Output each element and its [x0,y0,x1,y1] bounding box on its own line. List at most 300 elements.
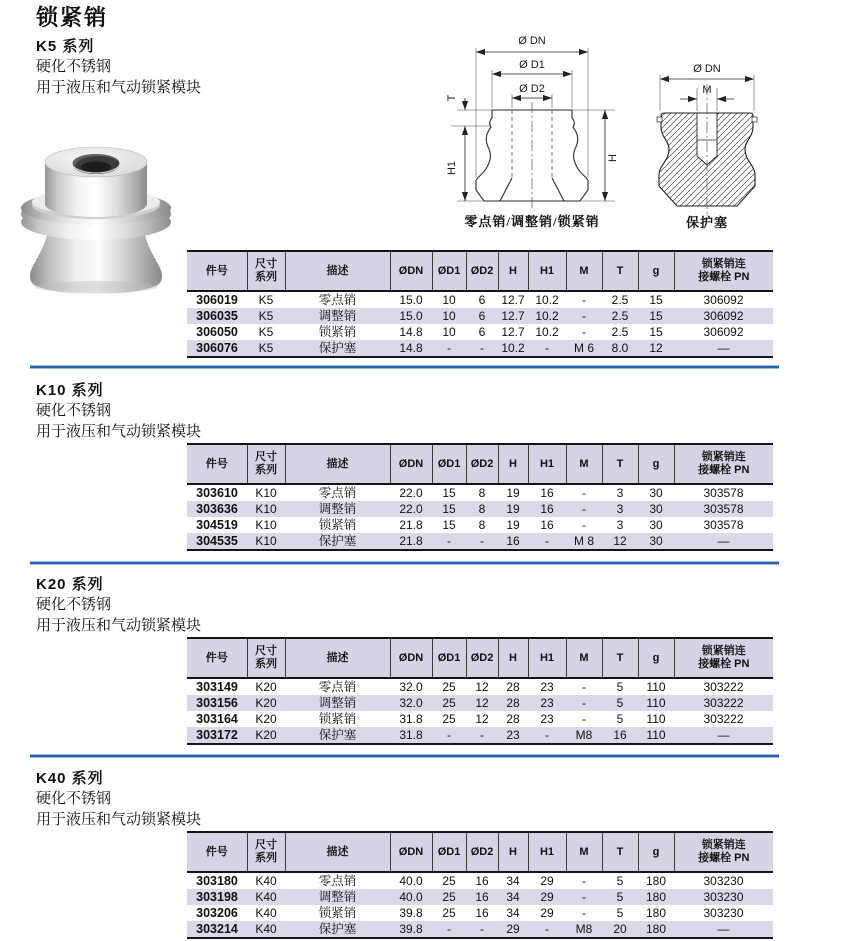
value-cell: 25 [442,874,456,888]
value-cell: 31.8 [399,728,423,742]
part-number-cell: 303156 [196,696,238,710]
section-divider [30,366,779,368]
column-header: g [638,444,674,484]
value-cell: 5 [616,874,624,888]
part-number-cell: 306035 [196,309,238,323]
column-header: H1 [528,251,566,291]
value-cell: 3 [616,518,624,532]
table-row [187,517,773,533]
application-line: 用于液压和气动锁紧模块 [36,812,202,828]
value-cell: 29 [540,874,554,888]
column-header: 锁紧销连 接螺栓 PN [674,832,773,872]
column-header: M [566,638,602,678]
value-cell: - [447,728,451,742]
part-number-cell: 303164 [196,712,238,726]
value-cell: K20 [255,696,277,710]
value-cell: 32.0 [399,696,423,710]
application-line: 用于液压和气动锁紧模块 [36,618,202,634]
value-cell: - [582,680,586,694]
description-cell: 调整销 [318,502,357,516]
value-cell: 180 [645,874,667,888]
value-cell: 12.7 [501,293,525,307]
value-cell: 10 [442,309,456,323]
part-number-cell: 303636 [196,502,238,516]
column-header: H1 [528,638,566,678]
value-cell: - [545,341,549,355]
value-cell: 16 [540,502,554,516]
value-cell: 3 [616,486,624,500]
column-header: 尺寸 系列 [247,832,285,872]
value-cell: 180 [645,922,667,936]
description-cell: 零点销 [318,293,357,307]
value-cell: 22.0 [399,486,423,500]
value-cell: 15.0 [399,293,423,307]
material-line: 硬化不锈钢 [36,403,112,419]
value-cell: K10 [255,534,277,548]
dim-label-d2: Ø D2 [519,83,545,95]
value-cell: 306092 [703,293,744,307]
part-number-cell: 304535 [196,534,238,548]
value-cell: 25 [442,890,456,904]
description-cell: 调整销 [318,696,357,710]
value-cell: 2.5 [611,309,629,323]
value-cell: 16 [540,518,554,532]
description-cell: 调整销 [318,309,357,323]
value-cell: 110 [646,680,666,694]
value-cell: - [480,534,484,548]
value-cell: 16 [613,728,627,742]
value-cell: 12 [475,696,489,710]
product-photo [8,110,188,298]
value-cell: 15 [649,309,663,323]
column-header: T [602,444,638,484]
description-cell: 调整销 [318,890,357,904]
column-header: ØDN [390,832,432,872]
part-number-cell: 303610 [196,486,238,500]
value-cell: 15 [649,293,663,307]
value-cell: 15.0 [399,309,423,323]
k10-spec-table [187,443,773,551]
value-cell: 12.7 [501,325,525,339]
description-cell: 锁紧销 [318,906,357,920]
page-title: 锁紧销 [36,5,109,30]
column-header: M [566,832,602,872]
value-cell: 39.8 [399,922,423,936]
value-cell: - [582,518,586,532]
value-cell: 14.8 [399,341,423,355]
value-cell: M 6 [573,341,594,355]
value-cell: 10.2 [501,341,525,355]
value-cell: 12 [649,341,663,355]
part-number-cell: 303206 [196,906,238,920]
value-cell: 10.2 [535,293,559,307]
value-cell: 8 [478,518,486,532]
column-header: 尺寸 系列 [247,251,285,291]
value-cell: 39.8 [399,906,423,920]
value-cell: 29 [506,922,520,936]
value-cell: 30 [649,518,663,532]
header-row [187,638,773,678]
application-line: 用于液压和气动锁紧模块 [36,424,202,440]
part-number-cell: 303149 [196,680,238,694]
table-row [187,533,773,550]
pin-dimension-drawing [445,28,645,238]
value-cell: K20 [255,712,277,726]
material-line: 硬化不锈钢 [36,791,112,807]
pin-caption: 零点销/调整销/锁紧销 [464,214,600,229]
value-cell: M8 [575,728,593,742]
value-cell: - [582,696,586,710]
dim-label-d1: Ø D1 [519,59,545,71]
value-cell: 16 [475,874,489,888]
value-cell: 6 [478,325,486,339]
value-cell: 5 [616,680,624,694]
column-header: 尺寸 系列 [247,444,285,484]
column-header: ØDN [390,444,432,484]
column-header: ØD1 [432,251,466,291]
value-cell: 20 [613,922,627,936]
page-header [36,5,201,99]
k20-spec-table [187,637,773,745]
value-cell: 23 [540,712,554,726]
dim-label-dn: Ø DN [518,35,546,47]
column-header: g [638,832,674,872]
column-header: 件号 [187,251,247,291]
material-line: 硬化不锈钢 [36,597,112,613]
value-cell: K5 [258,341,274,355]
value-cell: - [545,728,549,742]
value-cell: 21.8 [399,518,423,532]
value-cell: 16 [475,906,489,920]
table-row [187,484,773,501]
part-number-cell: 304519 [196,518,238,532]
value-cell: 22.0 [399,502,423,516]
value-cell: 10 [442,293,456,307]
value-cell: - [545,534,549,548]
column-header: M [566,251,602,291]
column-header: ØD1 [432,832,466,872]
value-cell: 180 [645,906,667,920]
description-cell: 保护塞 [318,534,357,548]
column-header: H [498,832,528,872]
value-cell: 30 [649,486,663,500]
series-title-k5: K5 系列 [36,38,95,55]
value-cell: 303578 [703,486,744,500]
part-number-cell: 306050 [196,325,238,339]
table-row [187,308,773,324]
table-row [187,711,773,727]
description-cell: 锁紧销 [318,712,357,726]
value-cell: 180 [645,890,667,904]
series-title-k40: K40 系列 [36,770,104,787]
table-row [187,340,773,357]
section-divider [30,562,779,564]
dim-label-m: M [702,84,712,96]
description-cell: 锁紧销 [318,325,357,339]
value-cell: K10 [255,486,277,500]
plug-dimension-drawing [648,28,783,238]
value-cell: 6 [478,293,486,307]
column-header: g [638,251,674,291]
value-cell: 32.0 [399,680,423,694]
table-row [187,678,773,695]
value-cell: 19 [506,518,520,532]
value-cell: 28 [506,696,520,710]
value-cell: 303230 [703,890,744,904]
column-header: ØD2 [466,638,498,678]
value-cell: 25 [442,680,456,694]
material-line: 硬化不锈钢 [36,59,112,75]
value-cell: — [717,922,730,936]
section-divider [30,755,779,757]
part-number-cell: 303214 [196,922,238,936]
value-cell: 110 [646,712,666,726]
description-cell: 零点销 [318,486,357,500]
value-cell: - [582,874,586,888]
description-cell: 保护塞 [318,341,357,355]
part-number-cell: 303172 [196,728,238,742]
value-cell: 110 [646,728,666,742]
value-cell: 16 [475,890,489,904]
value-cell: 306092 [703,325,744,339]
value-cell: - [480,728,484,742]
value-cell: 303578 [703,518,744,532]
column-header: 锁紧销连 接螺栓 PN [674,251,773,291]
table-row [187,501,773,517]
value-cell: - [447,341,451,355]
value-cell: M8 [575,922,593,936]
column-header: ØD2 [466,444,498,484]
value-cell: 303222 [703,696,744,710]
application-line: 用于液压和气动锁紧模块 [36,80,202,96]
value-cell: 110 [646,696,666,710]
value-cell: 5 [616,906,624,920]
value-cell: 12 [475,712,489,726]
value-cell: K10 [255,502,277,516]
column-header: 锁紧销连 接螺栓 PN [674,444,773,484]
value-cell: - [447,922,451,936]
value-cell: - [582,502,586,516]
column-header: T [602,638,638,678]
oring-left [657,117,662,122]
value-cell: - [582,293,586,307]
value-cell: 30 [649,502,663,516]
value-cell: 25 [442,712,456,726]
value-cell: 303230 [703,906,744,920]
column-header: H [498,251,528,291]
value-cell: 23 [506,728,520,742]
value-cell: 303578 [703,502,744,516]
value-cell: 23 [540,696,554,710]
value-cell: 14.8 [399,325,423,339]
value-cell: — [717,341,730,355]
k40-table-container [187,831,773,939]
value-cell: 10.2 [535,325,559,339]
column-header: 件号 [187,444,247,484]
value-cell: K40 [255,874,277,888]
value-cell: K40 [255,890,277,904]
value-cell: K20 [255,680,277,694]
value-cell: 5 [616,696,624,710]
dim-label-h: H [607,154,619,162]
value-cell: 5 [616,712,624,726]
value-cell: K5 [258,293,274,307]
column-header: 描述 [285,638,390,678]
value-cell: 30 [649,534,663,548]
table-row [187,889,773,905]
column-header: ØD1 [432,444,466,484]
value-cell: 34 [506,874,520,888]
oring-right [752,117,757,122]
value-cell: 15 [442,518,456,532]
value-cell: 8 [478,486,486,500]
series-title-k20: K20 系列 [36,576,104,593]
plug-thread-hole [697,113,717,165]
value-cell: 15 [442,486,456,500]
value-cell: K20 [255,728,277,742]
value-cell: 3 [616,502,624,516]
column-header: 描述 [285,832,390,872]
value-cell: 29 [540,906,554,920]
part-number-cell: 303180 [196,874,238,888]
value-cell: M 8 [573,534,594,548]
value-cell: 23 [540,680,554,694]
value-cell: K5 [258,325,274,339]
table-row [187,727,773,744]
value-cell: K5 [258,309,274,323]
value-cell: - [582,890,586,904]
value-cell: 15 [442,502,456,516]
table-row [187,324,773,340]
value-cell: - [582,309,586,323]
description-cell: 保护塞 [318,728,357,742]
column-header: ØD2 [466,832,498,872]
description-cell: 锁紧销 [318,518,357,532]
value-cell: - [480,922,484,936]
column-header: H [498,444,528,484]
value-cell: 303222 [703,712,744,726]
value-cell: 12 [613,534,627,548]
value-cell: 6 [478,309,486,323]
column-header: ØD2 [466,251,498,291]
part-number-cell: 306019 [196,293,238,307]
column-header: H [498,638,528,678]
value-cell: 25 [442,906,456,920]
table-row [187,291,773,308]
k40-spec-table [187,831,773,939]
header-row [187,444,773,484]
column-header: M [566,444,602,484]
value-cell: 29 [540,890,554,904]
column-header: H1 [528,832,566,872]
plug-caption: 保护塞 [685,215,729,230]
value-cell: K10 [255,518,277,532]
table-row [187,921,773,938]
value-cell: 2.5 [611,293,629,307]
table-row [187,695,773,711]
value-cell: 19 [506,502,520,516]
column-header: 件号 [187,638,247,678]
value-cell: 28 [506,712,520,726]
value-cell: 16 [506,534,520,548]
value-cell: 8 [478,502,486,516]
value-cell: 34 [506,890,520,904]
description-cell: 零点销 [318,680,357,694]
value-cell: 10.2 [535,309,559,323]
k10-table-container [187,443,773,551]
part-number-cell: 306076 [196,341,238,355]
description-cell: 零点销 [318,874,357,888]
section-heading-k20 [36,574,201,637]
header-row [187,251,773,291]
value-cell: 2.5 [611,325,629,339]
table-row [187,872,773,889]
value-cell: 25 [442,696,456,710]
section-heading-k40 [36,768,201,831]
value-cell: 34 [506,906,520,920]
column-header: 描述 [285,444,390,484]
value-cell: 31.8 [399,712,423,726]
section-heading-k10 [36,380,201,443]
value-cell: 16 [540,486,554,500]
value-cell: - [582,906,586,920]
value-cell: 10 [442,325,456,339]
value-cell: 15 [649,325,663,339]
value-cell: 306092 [703,309,744,323]
value-cell: 28 [506,680,520,694]
k5-table-container [187,250,773,358]
value-cell: 40.0 [399,890,423,904]
column-header: T [602,832,638,872]
value-cell: - [480,341,484,355]
value-cell: - [545,922,549,936]
value-cell: 303222 [703,680,744,694]
column-header: 件号 [187,832,247,872]
value-cell: K40 [255,922,277,936]
value-cell: K40 [255,906,277,920]
column-header: g [638,638,674,678]
column-header: ØDN [390,251,432,291]
value-cell: 303230 [703,874,744,888]
description-cell: 保护塞 [318,922,357,936]
k5-spec-table [187,250,773,358]
value-cell: — [717,534,730,548]
value-cell: 8.0 [611,341,629,355]
column-header: T [602,251,638,291]
value-cell: - [582,486,586,500]
column-header: ØD1 [432,638,466,678]
value-cell: — [717,728,730,742]
value-cell: - [447,534,451,548]
series-title-k10: K10 系列 [36,382,104,399]
value-cell: 5 [616,890,624,904]
part-number-cell: 303198 [196,890,238,904]
value-cell: 40.0 [399,874,423,888]
value-cell: 21.8 [399,534,423,548]
value-cell: - [582,325,586,339]
column-header: 尺寸 系列 [247,638,285,678]
value-cell: - [582,712,586,726]
column-header: 描述 [285,251,390,291]
dim-label-h1: H1 [446,160,458,176]
header-row [187,832,773,872]
k20-table-container [187,637,773,745]
value-cell: 19 [506,486,520,500]
value-cell: 12 [475,680,489,694]
dim-label-dn: Ø DN [693,63,721,75]
column-header: ØDN [390,638,432,678]
value-cell: 12.7 [501,309,525,323]
